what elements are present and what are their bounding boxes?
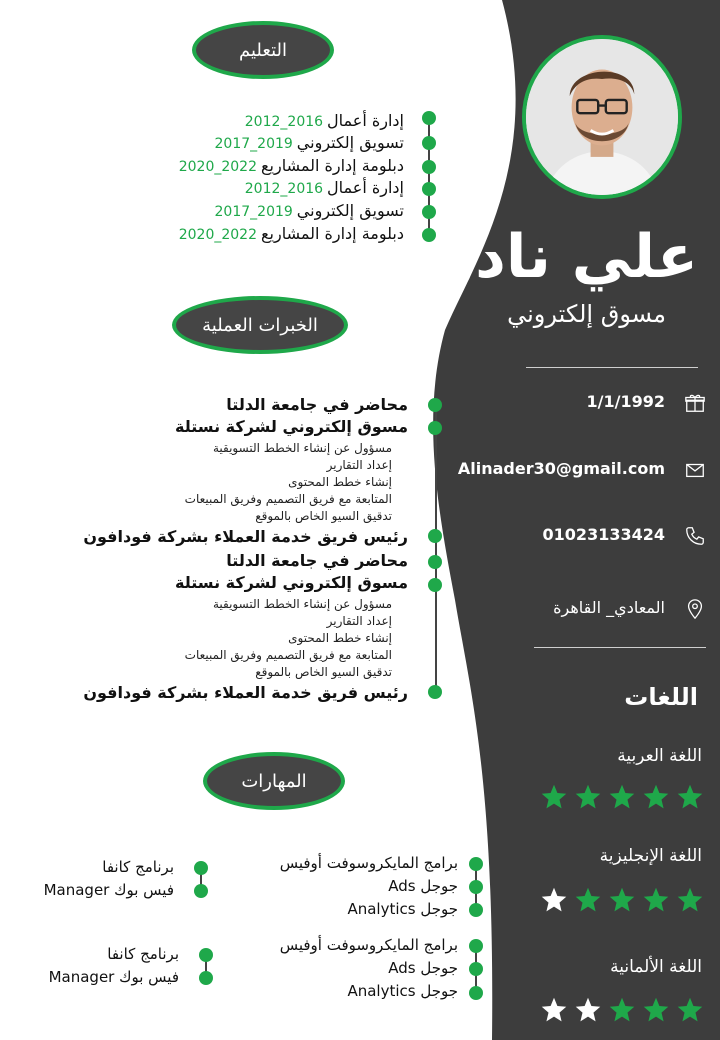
star-filled-icon <box>676 886 704 914</box>
phone-icon <box>684 525 706 547</box>
skill-item: جوجل Analytics <box>347 982 458 1000</box>
experience-lead: رئيس فريق خدمة العملاء بشركة فودافون <box>83 683 408 702</box>
mail-icon <box>684 459 706 481</box>
star-filled-icon <box>608 886 636 914</box>
skill-dot <box>194 884 208 898</box>
star-filled-icon <box>642 783 670 811</box>
star-filled-icon <box>676 783 704 811</box>
education-heading <box>192 21 334 79</box>
star-empty-icon <box>574 996 602 1024</box>
location-icon <box>684 598 706 620</box>
experience-dot <box>428 555 442 569</box>
experience-marketer: مسوق إلكتروني لشركة نستلة <box>175 417 408 436</box>
skill-dot <box>469 903 483 917</box>
job-title: مسوق إلكتروني <box>507 300 666 328</box>
person-photo-icon <box>526 39 678 195</box>
skill-item: جوجل Analytics <box>347 900 458 918</box>
skill-item: جوجل Ads <box>388 959 458 977</box>
phone-text[interactable]: 01023133424 <box>542 525 665 544</box>
experience-timeline-line <box>435 404 437 692</box>
language-arabic-stars <box>540 783 704 811</box>
contact-address <box>480 594 720 624</box>
skill-item: فيس بوك Manager <box>43 881 174 899</box>
contact-email[interactable] <box>457 455 720 485</box>
skills-heading <box>203 752 345 810</box>
skill-item: برامج المايكروسوفت أوفيس <box>279 936 458 954</box>
skill-item: برنامج كانفا <box>107 945 179 963</box>
star-filled-icon <box>642 996 670 1024</box>
star-filled-icon <box>574 783 602 811</box>
skill-dot <box>469 857 483 871</box>
language-german-stars <box>540 996 704 1024</box>
education-item: تسويق إلكتروني2019_2017 <box>214 133 404 152</box>
education-dot <box>422 182 436 196</box>
skill-item: برنامج كانفا <box>102 858 174 876</box>
contact-birthdate <box>480 388 720 418</box>
education-item: تسويق إلكتروني2019_2017 <box>214 201 404 220</box>
skill-dot <box>469 939 483 953</box>
education-item: إدارة أعمال2016_2012 <box>244 178 404 197</box>
language-english: اللغة الإنجليزية <box>599 846 702 866</box>
skill-dot <box>469 986 483 1000</box>
skill-dot <box>194 861 208 875</box>
education-dot <box>422 205 436 219</box>
language-arabic: اللغة العربية <box>617 746 702 766</box>
contact-phone[interactable] <box>480 521 720 551</box>
education-dot <box>422 228 436 242</box>
star-filled-icon <box>642 886 670 914</box>
sidebar-divider-top <box>526 367 698 368</box>
education-dot <box>422 136 436 150</box>
languages-title: اللغات <box>624 683 698 711</box>
skill-item: برامج المايكروسوفت أوفيس <box>279 854 458 872</box>
experience-dot <box>428 578 442 592</box>
experience-duties: مسؤول عن إنشاء الخطط التسويقية إعداد التقارير إنشاء خطط المحتوى المتابعة مع فريق التصميم وفريق المبيعات تدقيق السيو الخاص بالموقع <box>184 597 392 679</box>
profile-photo <box>522 35 682 199</box>
experience-marketer: مسوق إلكتروني لشركة نستلة <box>175 573 408 592</box>
skill-item: جوجل Ads <box>388 877 458 895</box>
experience-lecturer: محاضر في جامعة الدلتا <box>226 395 408 414</box>
education-item: دبلومة إدارة المشاريع2022_2020 <box>178 156 404 175</box>
experience-dot <box>428 529 442 543</box>
email-text[interactable]: Alinader30@gmail.com <box>457 459 665 478</box>
experience-heading <box>172 296 348 354</box>
sidebar-divider-bottom <box>534 647 706 648</box>
education-item: دبلومة إدارة المشاريع2022_2020 <box>178 224 404 243</box>
education-title: التعليم <box>239 39 287 61</box>
education-item: إدارة أعمال2016_2012 <box>244 111 404 130</box>
experience-lecturer: محاضر في جامعة الدلتا <box>226 551 408 570</box>
education-dot <box>422 160 436 174</box>
education-dot <box>422 111 436 125</box>
star-empty-icon <box>540 886 568 914</box>
star-filled-icon <box>574 886 602 914</box>
skill-item: فيس بوك Manager <box>48 968 179 986</box>
experience-dot <box>428 398 442 412</box>
skill-dot <box>469 880 483 894</box>
experience-dot <box>428 421 442 435</box>
star-filled-icon <box>608 783 636 811</box>
experience-dot <box>428 685 442 699</box>
skill-dot <box>469 962 483 976</box>
language-german: اللغة الألمانية <box>610 957 702 977</box>
experience-lead: رئيس فريق خدمة العملاء بشركة فودافون <box>83 527 408 546</box>
star-filled-icon <box>676 996 704 1024</box>
language-english-stars <box>540 886 704 914</box>
experience-duties: مسؤول عن إنشاء الخطط التسويقية إعداد التقارير إنشاء خطط المحتوى المتابعة مع فريق التصميم وفريق المبيعات تدقيق السيو الخاص بالموقع <box>184 441 392 523</box>
experience-title: الخبرات العملية <box>202 314 318 336</box>
star-filled-icon <box>540 783 568 811</box>
skills-title: المهارات <box>241 770 307 792</box>
birthdate-text: 1/1/1992 <box>586 392 665 411</box>
address-text: المعادي_ القاهرة <box>553 598 665 617</box>
person-name: علي نادر <box>440 222 698 292</box>
star-empty-icon <box>540 996 568 1024</box>
skill-dot <box>199 971 213 985</box>
star-filled-icon <box>608 996 636 1024</box>
skill-dot <box>199 948 213 962</box>
gift-icon <box>684 392 706 414</box>
